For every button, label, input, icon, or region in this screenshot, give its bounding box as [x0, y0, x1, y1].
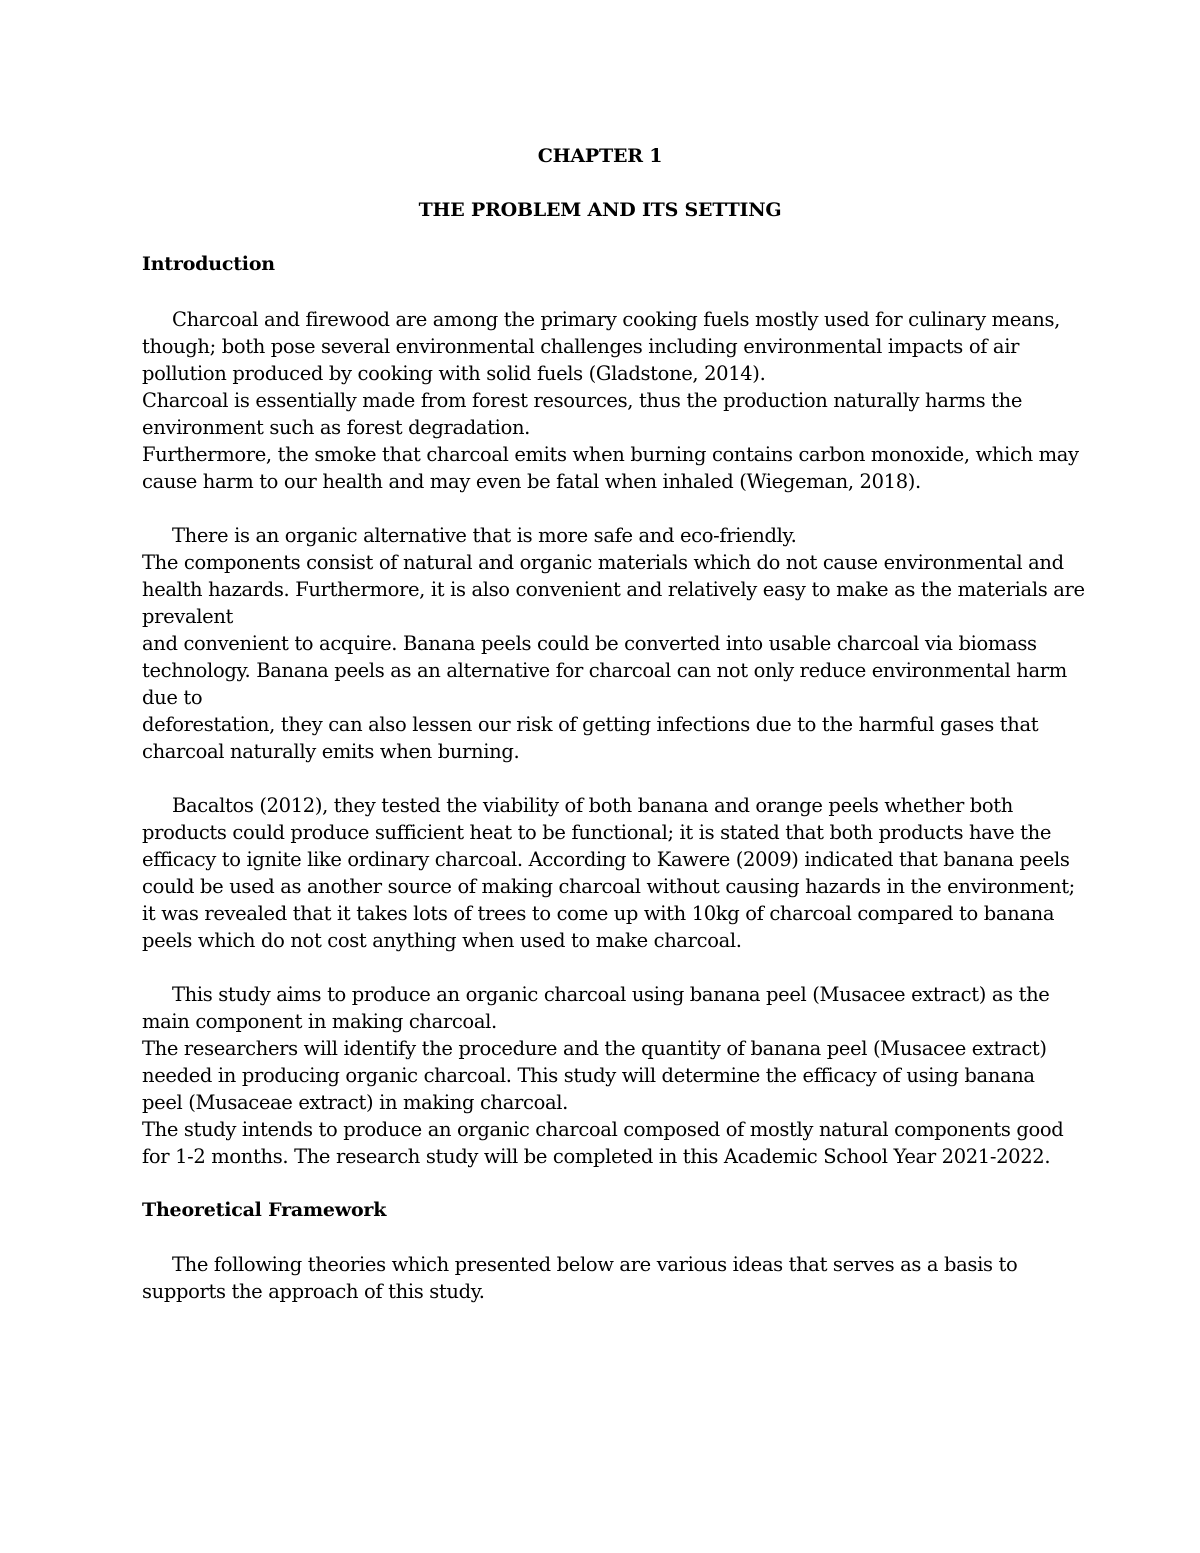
introduction-heading: Introduction	[142, 253, 275, 275]
text-line: Furthermore, the smoke that charcoal emits when burning contains carbon monoxide, which may	[142, 443, 1079, 466]
text-line: peel (Musaceae extract) in making charcoal.	[142, 1091, 568, 1114]
text-line: cause harm to our health and may even be fatal when inhaled (Wiegeman, 2018).	[142, 470, 921, 493]
text-line: Charcoal is essentially made from forest resources, thus the production naturally harms the	[142, 389, 1023, 412]
text-line: There is an organic alternative that is more safe and eco-friendly.	[172, 524, 797, 547]
text-line: charcoal naturally emits when burning.	[142, 740, 520, 763]
text-line: health hazards. Furthermore, it is also convenient and relatively easy to make as the materials are	[142, 578, 1085, 601]
text-line: products could produce sufficient heat to be functional; it is stated that both products have the	[142, 821, 1052, 844]
text-line: it was revealed that it takes lots of trees to come up with 10kg of charcoal compared to banana	[142, 902, 1055, 925]
text-line: for 1-2 months. The research study will be completed in this Academic School Year 2021-2022.	[142, 1145, 1051, 1168]
text-line: The following theories which presented below are various ideas that serves as a basis to	[172, 1253, 1018, 1276]
text-line: The researchers will identify the procedure and the quantity of banana peel (Musacee extract)	[142, 1037, 1047, 1060]
text-line: The study intends to produce an organic charcoal composed of mostly natural components good	[142, 1118, 1064, 1141]
text-line: needed in producing organic charcoal. This study will determine the efficacy of using banana	[142, 1064, 1035, 1087]
text-line: environment such as forest degradation.	[142, 416, 531, 439]
text-line: supports the approach of this study.	[142, 1280, 485, 1303]
text-line: main component in making charcoal.	[142, 1010, 497, 1033]
text-line: prevalent	[142, 605, 234, 628]
text-line: pollution produced by cooking with solid fuels (Gladstone, 2014).	[142, 362, 766, 385]
text-line: due to	[142, 686, 203, 709]
text-line: Charcoal and firewood are among the primary cooking fuels mostly used for culinary means,	[172, 308, 1060, 331]
text-line: and convenient to acquire. Banana peels could be converted into usable charcoal via biomass	[142, 632, 1037, 655]
chapter-title: THE PROBLEM AND ITS SETTING	[418, 199, 782, 221]
text-line: could be used as another source of making charcoal without causing hazards in the environment;	[142, 875, 1075, 898]
text-line: technology. Banana peels as an alternative for charcoal can not only reduce environmental harm	[142, 659, 1067, 682]
text-line: deforestation, they can also lessen our risk of getting infections due to the harmful gases that	[142, 713, 1039, 736]
text-line: peels which do not cost anything when used to make charcoal.	[142, 929, 742, 952]
text-line: This study aims to produce an organic charcoal using banana peel (Musacee extract) as the	[172, 983, 1050, 1006]
chapter-label: CHAPTER 1	[537, 145, 663, 167]
text-line: efficacy to ignite like ordinary charcoal. According to Kawere (2009) indicated that banana peels	[142, 848, 1070, 871]
text-line: Bacaltos (2012), they tested the viability of both banana and orange peels whether both	[172, 794, 1014, 817]
text-line: The components consist of natural and organic materials which do not cause environmental and	[142, 551, 1064, 574]
text-line: though; both pose several environmental challenges including environmental impacts of air	[142, 335, 1020, 358]
theoretical-framework-heading: Theoretical Framework	[142, 1199, 387, 1221]
